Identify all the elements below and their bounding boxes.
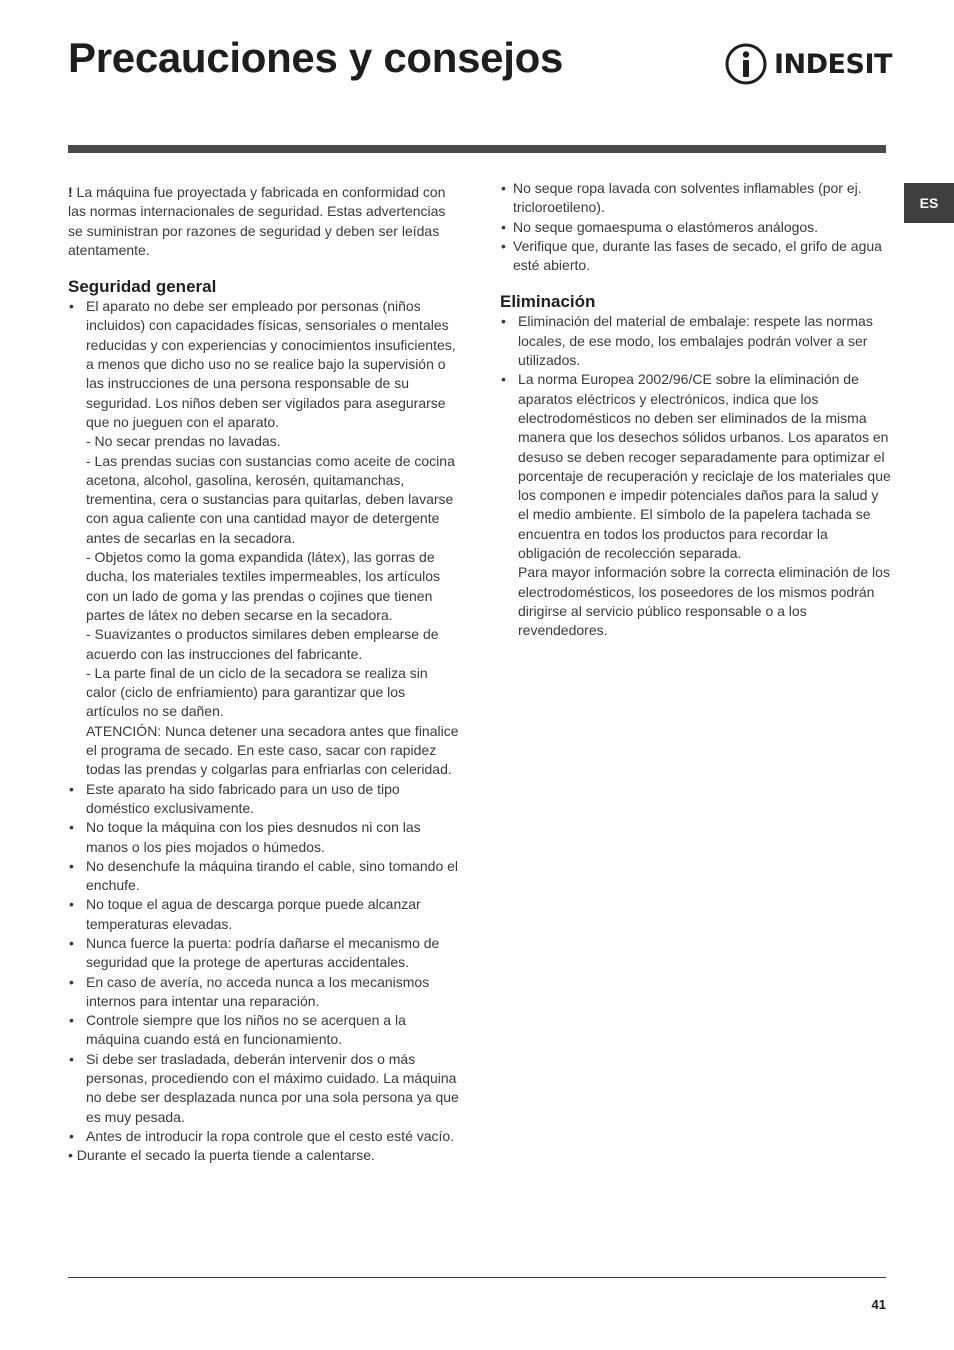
list-item: • No toque el agua de descarga porque puede alcanzar temperaturas elevadas. [68,895,460,934]
indesit-logo [724,42,892,86]
sub-item: - Suavizantes o productos similares deben emplearse de acuerdo con las instrucciones del fabricante. [86,626,439,662]
list-item: • Antes de introducir la ropa controle que el cesto esté vacío. [68,1127,460,1146]
intro-text: La máquina fue proyectada y fabricada en conformidad con las normas internacionales de seguridad. Estas advertencias se suministran por razones de seguridad y deben ser leídas atentamente. [68,184,446,258]
drying-warnings-list [500,179,892,275]
sub-item: ATENCIÓN: Nunca detener una secadora antes que finalice el programa de secado. En este caso, sacar con rapidez todas las prendas y colgarlas para enfriarlas con celeridad. [86,722,459,778]
right-column [500,179,892,641]
list-item: • Este aparato ha sido fabricado para un uso de tipo doméstico exclusivamente. [68,780,460,819]
page-title: Precauciones y consejos [68,34,564,81]
eliminacion-list [500,312,892,640]
list-item: • Eliminación del material de embalaje: respete las normas locales, de ese modo, los embalajes podrán volver a ser utilizados. [500,312,892,370]
header-rule [68,145,886,153]
footer-rule [68,1277,886,1278]
brand-name: INDESIT [774,48,892,80]
intro-paragraph [68,183,460,260]
list-item-text: El aparato no debe ser empleado por personas (niños incluidos) con capacidades físicas, sensoriales o mentales reducidas y con experiencias y conocimientos insuficientes, a menos que dicho uso no se realice bajo la supervisión o las instrucciones de una persona responsable de su seguridad. Los niños deben ser vigilados para asegurarse que no jueguen con el aparato. [86,298,456,430]
door-heat-note: • Durante el secado la puerta tiende a calentarse. [68,1147,375,1164]
list-item-text: La norma Europea 2002/96/CE sobre la eliminación de aparatos eléctricos y electrónicos, indica que los electrodomésticos no deben ser eliminados de la misma manera que los desechos sólidos urbanos. Los aparatos en desuso se deben recoger separadamente para optimizar el porcentaje de recuperación y reciclaje de los materiales que los componen e impedir potenciales daños para la salud y el medio ambiente. El símbolo de la papelera tachada se encuentra en todos los productos para recordar la obligación de recolección separada. [518,371,891,562]
heading-seguridad-general: Seguridad general [68,277,217,297]
list-item: • Si debe ser trasladada, deberán intervenir dos o más personas, procediendo con el máximo cuidado. La máquina no debe ser desplazada nunca por una sola persona ya que es muy pesada. [68,1050,460,1127]
list-item [68,297,460,779]
extra-paragraph: Para mayor información sobre la correcta eliminación de los electrodomésticos, los poseedores de los mismos podrán dirigirse al servicio público responsable o a los revendedores. [518,564,890,639]
list-item: • En caso de avería, no acceda nunca a los mecanismos internos para intentar una reparación. [68,973,460,1012]
page-number: 41 [871,1297,886,1312]
heading-eliminacion: Eliminación [500,292,596,312]
list-item: • Nunca fuerce la puerta: podría dañarse el mecanismo de seguridad que la protege de aperturas accidentales. [68,934,460,973]
list-item: • Controle siempre que los niños no se acerquen a la máquina cuando está en funcionamiento. [68,1011,460,1050]
list-item: • No toque la máquina con los pies desnudos ni con las manos o los pies mojados o húmedos. [68,818,460,857]
list-item: • Verifique que, durante las fases de secado, el grifo de agua esté abierto. [500,237,892,276]
sub-item: - No secar prendas no lavadas. [86,433,281,450]
list-item: • No seque gomaespuma o elastómeros análogos. [500,218,892,237]
sub-item: - Las prendas sucias con sustancias como aceite de cocina acetona, alcohol, gasolina, kerosén, quitamanchas, trementina, cera o sustancias para quitarlas, deben lavarse con agua caliente con una cantidad mayor de detergente antes de secarlas en la secadora. [86,452,455,546]
language-tab[interactable]: ES [904,183,954,223]
warning-mark: ! [68,184,73,200]
seguridad-list [68,297,460,1146]
left-column [68,183,460,1166]
indesit-i-icon [724,42,768,86]
list-item: • No desenchufe la máquina tirando el cable, sino tomando el enchufe. [68,857,460,896]
list-item [500,370,892,640]
list-item: • No seque ropa lavada con solventes inflamables (por ej. tricloroetileno). [500,179,892,218]
sub-item: - La parte final de un ciclo de la secadora se realiza sin calor (ciclo de enfriamiento) para garantizar que los artículos no se dañen. [86,664,428,720]
sub-item: - Objetos como la goma expandida (látex), las gorras de ducha, los materiales textiles impermeables, los artículos con un lado de goma y las prendas o cojines que tienen partes de látex no deben secarse en la secadora. [86,549,441,623]
